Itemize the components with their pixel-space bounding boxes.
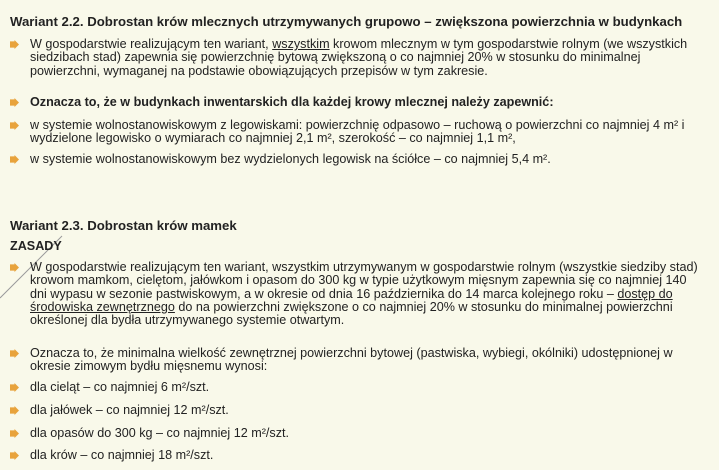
arrow-bullet-icon [10,383,19,392]
text: Oznacza to, że minimalna wielkość zewnętrznej powierzchni bytowej (pastwiska, wybiegi, okólniki) udostępnionej w okresie zimowym bydłu mięsnemu wynosi: [30,346,673,374]
text: w systemie wolnostanowiskowym bez wydzielonych legowisk na ściółce – co najmniej 5,4 m². [30,152,551,166]
text: W gospodarstwie realizującym ten wariant, wszystkim utrzymywanym w gospodarstwie rolnym (wszystkie siedziby stad) krowom mamkom, cielętom, jałówkom i opasom do 300 kg w typie użytkowym mięsnym zapewnia się co najmniej 140 dni wypasu w sezonie pastwiskowym, a w okresie od dnia 16 października do 14 marca kolejnego roku – [30,260,698,301]
arrow-bullet-icon [10,121,19,130]
arrow-bullet-icon [10,451,19,460]
list-item-jalowki [10,404,705,417]
text: dla opasów do 300 kg – co najmniej 12 m²/szt. [30,426,290,440]
text: do na powierzchni zwiększone o co najmniej 20% w stosunku do minimalnej powierzchni określonej dla bydła utrzymywanego systemie otwartym. [30,299,673,328]
underlined-text: wszystkim [272,37,330,51]
text: w systemie wolnostanowiskowym z legowiskami: powierzchnię odpasowo – ruchową o powierzchni co najmniej 4 m² i wydzielone legowisko o wymiarach co najmniej 2,1 m², szerokość – co najmniej 1,1 m², [30,118,685,146]
section1-paragraph-2 [10,96,705,109]
text: krowom mlecznym w tym gospodarstwie rolnym (we wszystkich siedzibach stad) zapewnia się powierzchnię bytową zwiększoną o co najmniej 20% w stosunku do minimalnej powierzchni, wymaganej na podstawie obowiązujących przepisów w tym zakresie. [30,37,688,78]
arrow-bullet-icon [10,40,19,49]
arrow-bullet-icon [10,155,19,164]
arrow-bullet-icon [10,98,19,107]
section2-paragraph-1 [10,261,705,327]
section1-heading: Wariant 2.2. Dobrostan krów mlecznych utrzymywanych grupowo – zwiększona powierzchnia w budynkach [10,14,683,29]
text: dla cieląt – co najmniej 6 m²/szt. [30,380,210,394]
underlined-text: dostęp do środowiska zewnętrznego [30,286,673,314]
text: W gospodarstwie realizującym ten wariant, [30,37,273,51]
section2-heading: Wariant 2.3. Dobrostan krów mamek [10,218,237,233]
arrow-bullet-icon [10,349,19,358]
arrow-bullet-icon [10,429,19,438]
section1-paragraph-4 [10,153,705,166]
list-item-opasy [10,427,705,440]
list-item-krowy [10,449,705,462]
text: dla jałówek – co najmniej 12 m²/szt. [30,403,229,417]
text: dla krów – co najmniej 18 m²/szt. [30,448,214,462]
section1-paragraph-3 [10,119,705,146]
text: Oznacza to, że w budynkach inwentarskich dla każdej krowy mlecznej należy zapewnić: [30,95,554,109]
arrow-bullet-icon [10,263,19,272]
section1-paragraph-1 [10,38,705,78]
section2-subheading: ZASADY [10,239,62,253]
arrow-bullet-icon [10,406,19,415]
section2-paragraph-2 [10,347,705,374]
list-item-cieleta [10,381,705,394]
